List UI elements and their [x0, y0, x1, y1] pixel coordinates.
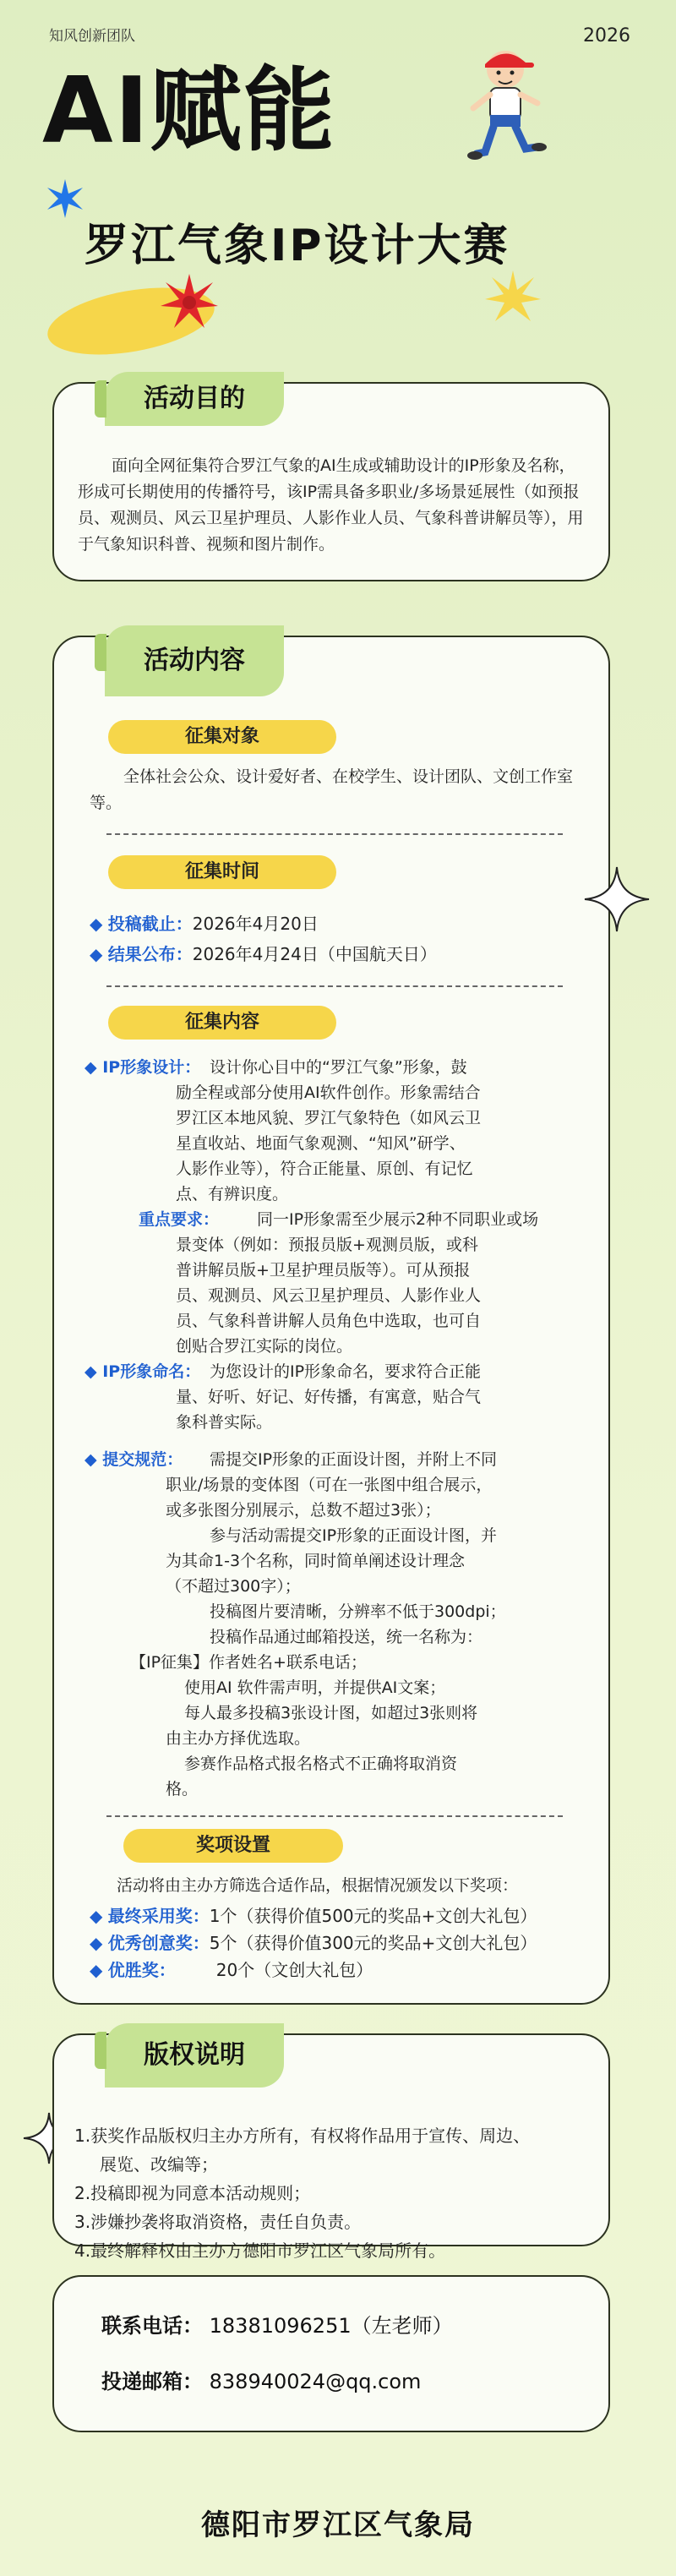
purpose-card [52, 382, 610, 581]
naming-label: ◆ IP形象命名： [84, 1362, 201, 1381]
purpose-text: 面向全网征集符合罗江气象的AI生成或辅助设计的IP形象及名称，形成可长期使用的传播符号，该IP需具备多职业/多场景延展性（如预报员、观测员、风云卫星护理员、人影作业人员、气象科普讲解员等），用于气象知识科普、视频和图片制作。 [78, 456, 584, 554]
key-requirement-label: 重点要求： [139, 1210, 220, 1229]
email-row [101, 2368, 421, 2395]
target-text: 全体社会公众、设计爱好者、在校学生、设计团队、文创工作室等。 [90, 767, 574, 812]
blue-star-icon [44, 177, 86, 220]
sparkle-icon [583, 865, 651, 933]
copyright-card [52, 2033, 610, 2261]
naming-text: 为您设计的IP形象命名，要求符合正能 量、好听、好记、好传播，有寓意，贴合气 象科普实际。 [176, 1362, 482, 1432]
deadline-value: 2026年4月20日 [192, 914, 319, 934]
key-requirement-text: 同一IP形象需至少展示2种不同职业或场 景变体（例如：预报员版+观测员版，或科 普讲解员版+卫星护理员版等）。可从预报 员、观测员、风云卫星护理员、人影作业人 员、气象科普讲解人员角色中选取，也可自 创贴合罗江实际的岗位。 [176, 1210, 539, 1356]
red-flower-icon [159, 272, 220, 333]
phone-row [101, 2312, 453, 2339]
copyright-item: 4.最终解释权由主办方德阳市罗江区气象局所有。 [74, 2240, 446, 2261]
phone-label: 联系电话： [101, 2314, 203, 2338]
copyright-item: 2.投稿即视为同意本活动规则； [74, 2183, 311, 2203]
yellow-flower-icon [483, 269, 542, 328]
ip-design-text: 设计你心目中的“罗江气象”形象，鼓 励全程或部分使用AI软件创作。形象需结合 罗江区本地风貌、罗江气象特色（如风云卫 星直收站、地面气象观测、“知风”研学、 人影作业等），符合正能量、原创、有记忆 点、有辨识度。 [176, 1058, 482, 1203]
email-label: 投递邮箱： [101, 2370, 203, 2393]
divider [106, 1815, 563, 1817]
result-row [90, 941, 437, 967]
award-item-winner: ◆ 优胜奖： 20个（文创大礼包） [90, 1960, 373, 1980]
copyright-item: 1.获奖作品版权归主办方所有，有权将作品用于宣传、周边、 [74, 2126, 531, 2146]
submit-label: ◆ 提交规范： [84, 1450, 183, 1469]
bullet-icon: ◆ [90, 914, 108, 934]
deadline-row [90, 911, 319, 936]
purpose-heading: 活动目的 [105, 372, 284, 426]
deadline-label: 投稿截止： [107, 914, 193, 934]
copyright-item: 3.涉嫌抄袭将取消资格，责任自负责。 [74, 2212, 362, 2232]
phone-value[interactable]: 18381096251（左老师） [209, 2314, 453, 2338]
main-title: AI赋能 [42, 58, 336, 164]
contact-card [52, 2275, 610, 2432]
submit-text: 需提交IP形象的正面设计图，并附上不同 职业/场景的变体图（可在一张图中组合展示， 或多张图分别展示，总数不超过3张）； 参与活动需提交IP形象的正面设计图，并 为其命1-3个名称，同时简单阐述设计理念 （不超过300字）； 投稿图片要清晰，分辨率不低于300dpi； 投稿作品通过邮箱投送，统一名称为： 【IP征集】作者姓名+联系电话； 使用AI 软件需声明，并提供AI文案； 每人最多投稿3张设计图，如超过3张则将 由主办方择优选取。 参赛作品格式报名格式不正确将取消资 格。 [130, 1450, 506, 1798]
award-item-creative: ◆ 优秀创意奖：5个（获得价值300元的奖品+文创大礼包） [90, 1933, 537, 1953]
award-item-final: ◆ 最终采用奖：1个（获得价值500元的奖品+文创大礼包） [90, 1906, 537, 1926]
copyright-list [74, 2121, 598, 2265]
bullet-icon: ◆ [90, 944, 108, 964]
copyright-heading: 版权说明 [105, 2023, 284, 2088]
year-label: 2026 [583, 25, 630, 46]
content-card [52, 636, 610, 2005]
details-pill: 征集内容 [108, 1006, 336, 1040]
footer-organization: 德阳市罗江区气象局 [201, 2508, 475, 2542]
target-pill: 征集对象 [108, 720, 336, 754]
content-heading: 活动内容 [105, 625, 284, 696]
awards-intro: 活动将由主办方筛选合适作品，根据情况颁发以下奖项： [117, 1876, 519, 1895]
time-pill: 征集时间 [108, 855, 336, 889]
copyright-item: 展览、改编等； [100, 2154, 218, 2175]
running-kid-illustration [456, 42, 549, 169]
result-value: 2026年4月24日（中国航天日） [192, 944, 437, 964]
divider [106, 985, 563, 987]
divider [106, 833, 563, 835]
result-label: 结果公布： [107, 944, 193, 964]
subtitle: 罗江气象IP设计大赛 [84, 221, 510, 271]
team-name: 知风创新团队 [49, 28, 135, 45]
awards-pill: 奖项设置 [123, 1829, 343, 1863]
ip-design-label: ◆ IP形象设计： [84, 1058, 201, 1077]
email-value[interactable]: 838940024@qq.com [209, 2370, 422, 2393]
